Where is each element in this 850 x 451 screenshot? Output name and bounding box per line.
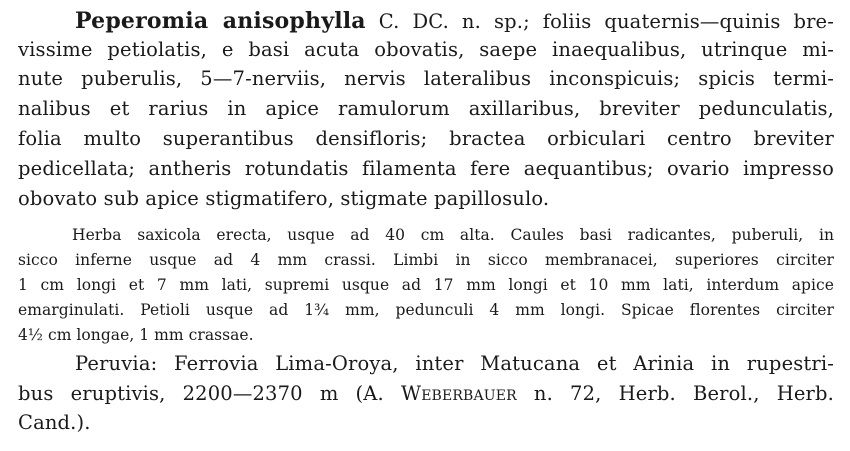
description-line-7: obovato sub apice stigmatifero, stigmate papillosulo. — [18, 187, 550, 210]
description-line-1 — [75, 8, 834, 34]
locality-line-2-end: n. 72, Herb. Berol., Herb. — [533, 382, 834, 405]
notes-line-5: 4½ cm longae, 1 mm crassae. — [18, 326, 254, 344]
description-line-3: nute puberulis, 5—7-nerviis, nervis lateralibus inconspicuis; spicis termi- — [18, 67, 834, 90]
locality-line-1: Peruvia: Ferrovia Lima-Oroya, inter Matucana et Arinia in rupestri- — [75, 352, 834, 375]
locality-line-3: Cand.). — [18, 411, 91, 434]
description-line-2: vissime petiolatis, e basi acuta obovatis, saepe inaequalibus, utrinque mi- — [18, 38, 834, 61]
description-line-5: folia multo superantibus densifloris; bractea orbiculari centro breviter — [18, 127, 834, 150]
notes-line-1: Herba saxicola erecta, usque ad 40 cm alta. Caules basi radicantes, puberuli, in — [72, 226, 834, 244]
collector-name: Weberbauer — [401, 382, 517, 405]
description-line-6: pedicellata; antheris rotundatis filamenta fere aequantibus; ovario impresso — [18, 157, 834, 180]
description-line-4: nalibus et rarius in apice ramulorum axillaribus, breviter pedunculatis, — [18, 97, 834, 120]
description-line-1-rest: C. DC. n. sp.; foliis quaternis—quinis bre- — [378, 10, 834, 33]
notes-line-4: emarginulati. Petioli usque ad 1¾ mm, pedunculi 4 mm longi. Spicae florentes circiter — [18, 301, 834, 319]
locality-line-2 — [18, 382, 834, 405]
locality-line-2-start: bus eruptivis, 2200—2370 m (A. — [18, 382, 384, 405]
notes-line-2: sicco inferne usque ad 4 mm crassi. Limbi in sicco membranacei, superiores circiter — [18, 251, 834, 269]
notes-line-3: 1 cm longi et 7 mm lati, supremi usque ad 17 mm longi et 10 mm lati, interdum apice — [18, 276, 834, 294]
species-name: Peperomia anisophylla — [75, 8, 366, 34]
